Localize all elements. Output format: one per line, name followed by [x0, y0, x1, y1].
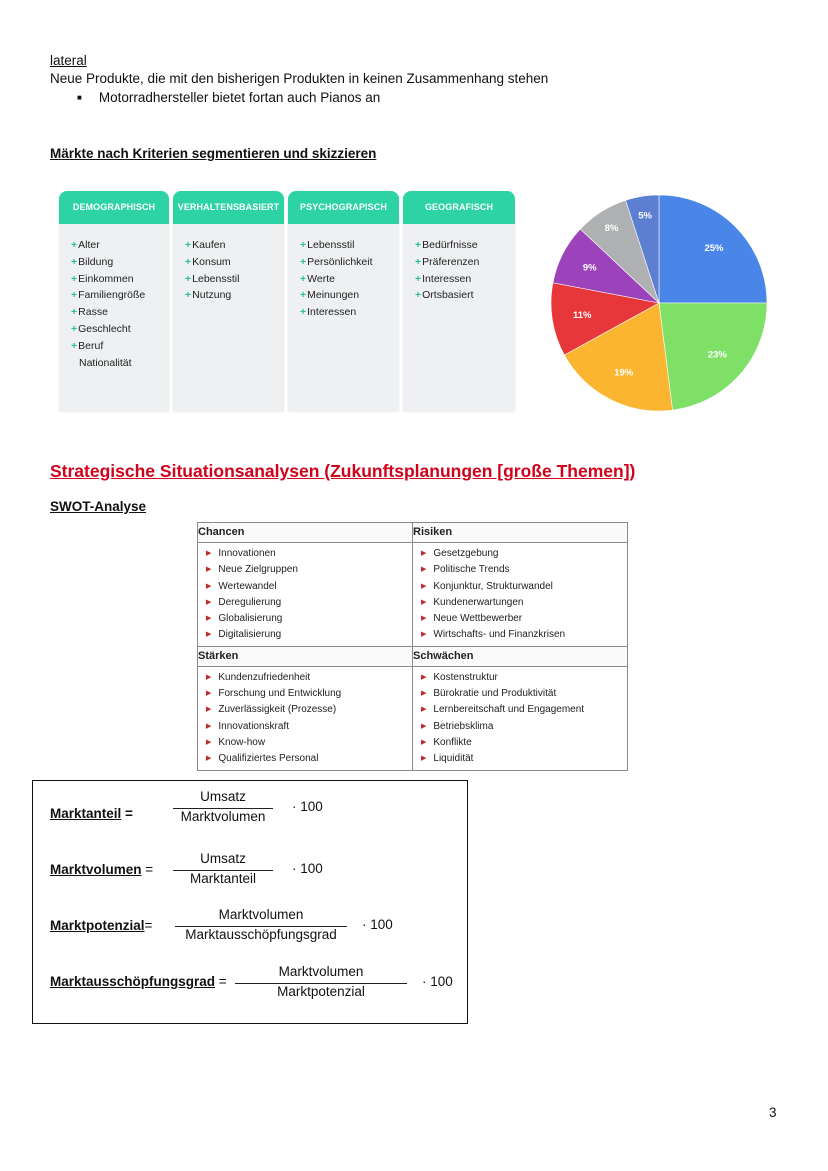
formula-factor: · 100 — [362, 917, 393, 932]
formula-label: Marktpotenzial — [50, 918, 145, 933]
triangle-bullet-icon: ▶ — [206, 582, 212, 590]
list-item: ▶ Kundenerwartungen — [421, 596, 524, 608]
formula-numerator: Umsatz — [200, 851, 246, 866]
triangle-bullet-icon: ▶ — [206, 706, 212, 714]
list-item: ▶ Gesetzgebung — [421, 548, 499, 559]
triangle-bullet-icon: ▶ — [421, 631, 427, 639]
formula-marktpotenzial — [50, 918, 152, 933]
list-item: ▶ Kostenstruktur — [421, 671, 498, 683]
triangle-bullet-icon: ▶ — [206, 738, 212, 746]
triangle-bullet-icon: ▶ — [421, 722, 427, 730]
formula-equals: = — [141, 862, 154, 877]
plus-icon: + — [71, 322, 78, 335]
lateral-heading: lateral — [50, 53, 87, 68]
plus-icon: + — [185, 289, 192, 302]
list-item: +Interessen — [415, 272, 472, 285]
swot-chancen-cell — [198, 543, 413, 647]
segment-title: VERHALTENSBASIERT — [173, 191, 284, 224]
list-item: ▶ Qualifiziertes Personal — [206, 753, 319, 765]
formula-denominator: Marktpotenzial — [277, 984, 365, 999]
triangle-bullet-icon: ▶ — [421, 615, 427, 623]
page-number: 3 — [769, 1105, 777, 1120]
segment-card-geografisch — [403, 191, 515, 411]
plus-icon: + — [415, 239, 422, 251]
formula-label: Marktvolumen — [50, 862, 142, 877]
list-item: +Persönlichkeit — [300, 255, 373, 268]
swot-staerken-title: Stärken — [198, 646, 413, 666]
triangle-bullet-icon: ▶ — [421, 582, 427, 590]
pie-slice-label: 23% — [707, 349, 727, 361]
formula-marktanteil — [50, 806, 133, 821]
pie-slice-label: 25% — [704, 243, 724, 255]
formula-numerator: Marktvolumen — [278, 964, 364, 979]
plus-icon: + — [71, 306, 78, 319]
swot-row — [198, 543, 628, 647]
list-item: ▶ Wirtschafts- und Finanzkrisen — [421, 629, 566, 641]
formula-equals: = — [215, 974, 227, 989]
list-item: +Einkommen — [71, 272, 134, 285]
triangle-bullet-icon: ▶ — [421, 738, 427, 746]
list-item: ▶ Innovationskraft — [206, 720, 289, 732]
list-item: ▶ Neue Zielgruppen — [206, 564, 298, 576]
plus-icon: + — [71, 255, 78, 268]
list-item: ▶ Liquidität — [421, 753, 474, 765]
swot-schwaechen-cell — [413, 666, 628, 770]
list-item-continuation: Nationalität — [79, 356, 132, 369]
formula-box — [32, 780, 468, 1024]
list-item: +Werte — [300, 272, 335, 285]
list-item: ▶ Kundenzufriedenheit — [206, 671, 311, 683]
triangle-bullet-icon: ▶ — [206, 631, 212, 639]
formula-factor: · 100 — [292, 799, 323, 814]
triangle-bullet-icon: ▶ — [421, 690, 427, 698]
plus-icon: + — [185, 239, 192, 251]
segment-list — [403, 224, 515, 304]
pie-slice-label: 19% — [614, 367, 634, 379]
list-item: +Ortsbasiert — [415, 289, 474, 302]
segment-list — [173, 224, 284, 304]
formula-denominator: Marktanteil — [189, 871, 257, 886]
triangle-bullet-icon: ▶ — [206, 615, 212, 623]
swot-row — [198, 666, 628, 770]
list-item: ▶ Politische Trends — [421, 564, 510, 576]
plus-icon: + — [415, 255, 422, 268]
swot-table — [197, 522, 628, 771]
segment-title: PSYCHOGRAPISCH — [288, 191, 399, 224]
list-item: +Bildung — [71, 255, 114, 268]
markets-heading: Märkte nach Kriterien segmentieren und skizzieren — [50, 146, 377, 161]
triangle-bullet-icon: ▶ — [206, 755, 212, 763]
formula-denominator: Marktausschöpfungsgrad — [185, 927, 337, 942]
list-item: ▶ Neue Wettbewerber — [421, 613, 523, 625]
swot-heading: SWOT-Analyse — [50, 499, 147, 514]
list-item: ▶ Deregulierung — [206, 596, 282, 608]
triangle-bullet-icon: ▶ — [206, 566, 212, 574]
triangle-bullet-icon: ▶ — [421, 598, 427, 606]
market-pie-chart — [548, 192, 770, 414]
swot-chancen-title: Chancen — [198, 523, 413, 543]
plus-icon: + — [415, 289, 422, 302]
plus-icon: + — [71, 339, 78, 352]
triangle-bullet-icon: ▶ — [206, 598, 212, 606]
segment-list — [288, 224, 399, 321]
list-item: +Familiengröße — [71, 289, 146, 302]
triangle-bullet-icon: ▶ — [421, 706, 427, 714]
list-item: +Kaufen — [185, 239, 226, 251]
list-item: +Interessen — [300, 306, 357, 319]
formula-equals: = — [121, 806, 133, 821]
triangle-bullet-icon: ▶ — [421, 673, 427, 681]
swot-header-row — [198, 646, 628, 666]
triangle-bullet-icon: ▶ — [206, 722, 212, 730]
lateral-bullet — [77, 89, 380, 107]
formula-marktausschoepfungsgrad — [50, 974, 227, 989]
plus-icon: + — [300, 272, 307, 285]
plus-icon: + — [71, 239, 78, 251]
lateral-bullet-text: Motorradhersteller bietet fortan auch Pianos an — [98, 90, 381, 105]
triangle-bullet-icon: ▶ — [206, 673, 212, 681]
list-item: ▶ Betriebsklima — [421, 720, 494, 732]
plus-icon: + — [300, 289, 307, 302]
segment-card-psychograpisch — [288, 191, 399, 411]
swot-schwaechen-title: Schwächen — [413, 646, 628, 666]
swot-header-row — [198, 523, 628, 543]
list-item: +Alter — [71, 239, 100, 251]
list-item: ▶ Know-how — [206, 736, 266, 748]
list-item: ▶ Globalisierung — [206, 613, 283, 625]
strategy-heading: Strategische Situationsanalysen (Zukunftsplanungen [große Themen]) — [50, 461, 636, 481]
formula-equals: = — [144, 918, 153, 933]
triangle-bullet-icon: ▶ — [421, 755, 427, 763]
plus-icon: + — [71, 272, 78, 285]
plus-icon: + — [415, 272, 422, 285]
list-item: ▶ Lernbereitschaft und Engagement — [421, 704, 585, 716]
list-item: +Lebensstil — [185, 272, 240, 285]
list-item: ▶ Konflikte — [421, 736, 472, 748]
formula-factor: · 100 — [422, 974, 453, 989]
list-item: +Beruf Nationalität — [71, 339, 132, 369]
segment-card-verhaltensbasiert — [173, 191, 284, 411]
list-item: +Bedürfnisse — [415, 239, 478, 251]
list-item: ▶ Bürokratie und Produktivität — [421, 688, 557, 700]
pie-slice-label: 9% — [582, 262, 597, 274]
list-item: +Meinungen — [300, 289, 360, 302]
pie-slice-label: 8% — [604, 223, 619, 235]
list-item: ▶ Forschung und Entwicklung — [206, 688, 342, 700]
plus-icon: + — [300, 255, 307, 268]
formula-factor: · 100 — [292, 861, 323, 876]
plus-icon: + — [185, 255, 192, 268]
lateral-description: Neue Produkte, die mit den bisherigen Produkten in keinen Zusammenhang stehen — [50, 71, 549, 86]
swot-staerken-cell — [198, 666, 413, 770]
plus-icon: + — [300, 306, 307, 319]
plus-icon: + — [71, 289, 78, 302]
formula-numerator: Umsatz — [200, 789, 246, 804]
triangle-bullet-icon: ▶ — [206, 550, 212, 557]
triangle-bullet-icon: ▶ — [421, 550, 427, 557]
list-item: +Konsum — [185, 255, 231, 268]
triangle-bullet-icon: ▶ — [421, 566, 427, 574]
list-item: +Nutzung — [185, 289, 232, 302]
formula-label: Marktausschöpfungsgrad — [50, 974, 216, 989]
pie-slice-label: 5% — [638, 210, 653, 222]
plus-icon: + — [185, 272, 192, 285]
formula-numerator: Marktvolumen — [218, 907, 304, 922]
segment-list — [59, 224, 169, 371]
plus-icon: + — [300, 239, 307, 251]
list-item: +Präferenzen — [415, 255, 480, 268]
formula-marktvolumen — [50, 862, 153, 877]
pie-slice-label: 11% — [572, 310, 592, 322]
formula-denominator: Marktvolumen — [180, 809, 266, 824]
list-item: +Rasse — [71, 306, 108, 319]
swot-risiken-title: Risiken — [413, 523, 628, 543]
segment-title: GEOGRAFISCH — [403, 191, 515, 224]
list-item: ▶ Konjunktur, Strukturwandel — [421, 580, 553, 592]
segment-card-demographisch — [59, 191, 169, 411]
formula-label: Marktanteil — [50, 806, 122, 821]
list-item: ▶ Wertewandel — [206, 580, 277, 592]
list-item: ▶ Innovationen — [206, 548, 276, 559]
list-item: ▶ Digitalisierung — [206, 629, 282, 641]
segment-title: DEMOGRAPHISCH — [59, 191, 169, 224]
list-item: +Geschlecht — [71, 322, 131, 335]
swot-risiken-cell — [413, 543, 628, 647]
square-bullet-icon: ■ — [77, 93, 82, 102]
list-item: ▶ Zuverlässigkeit (Prozesse) — [206, 704, 337, 716]
list-item: +Lebensstil — [300, 239, 355, 251]
triangle-bullet-icon: ▶ — [206, 690, 212, 698]
